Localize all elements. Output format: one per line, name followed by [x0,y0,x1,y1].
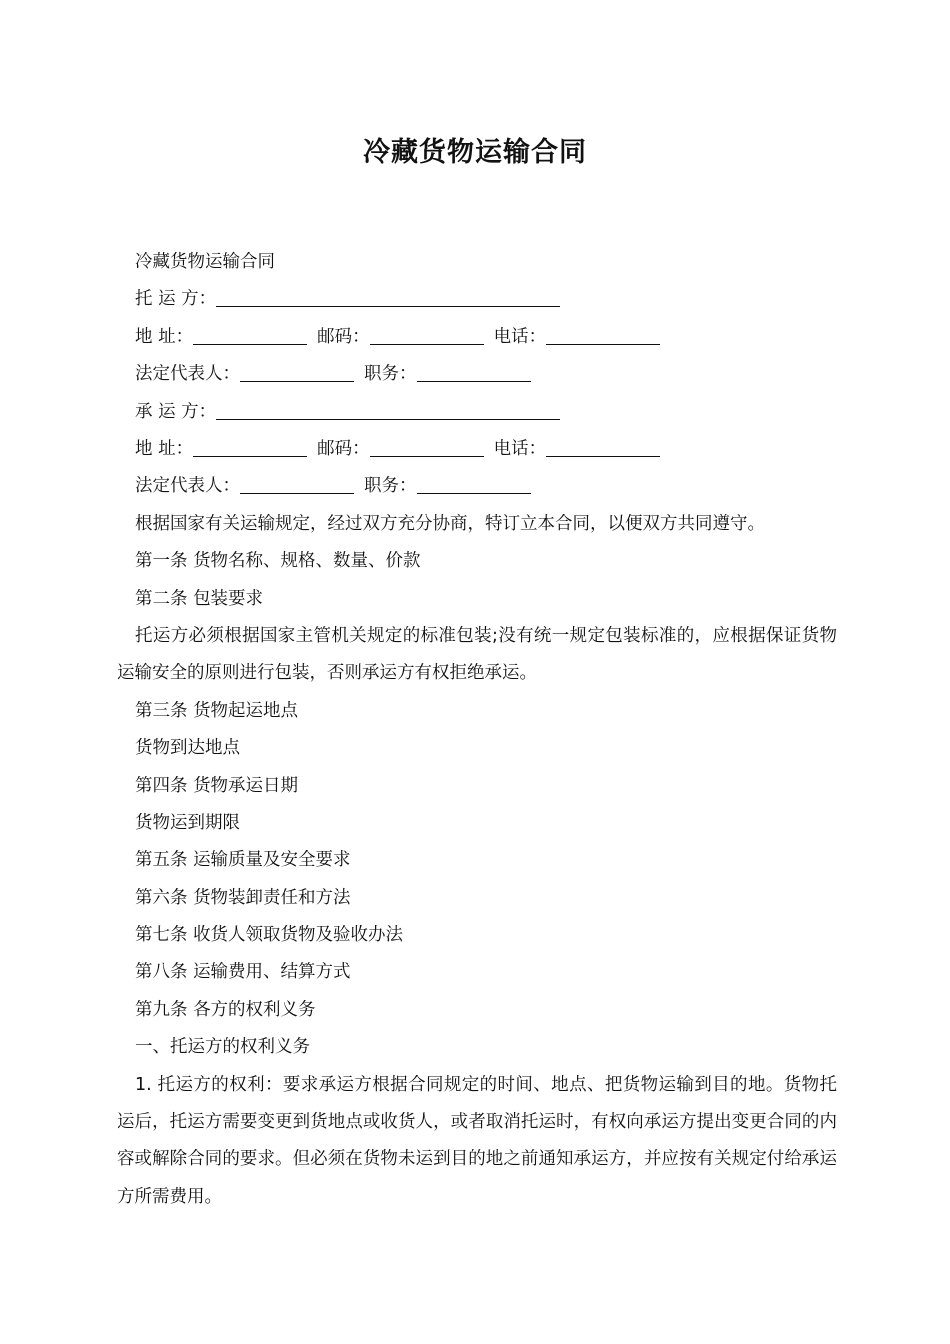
shipper-address-blank [193,326,307,345]
shipper-postcode-blank [370,326,484,345]
carrier-phone-label: 电话： [493,438,547,459]
shipper-address-label: 地 址： [135,326,194,347]
subtitle: 冷藏货物运输合同 [135,252,275,272]
document-body [117,244,837,1216]
shipper-rep-label: 法定代表人： [135,364,240,385]
shipper-phone-label: 电话： [493,326,547,347]
carrier-line [117,394,837,431]
shipper-phone-blank [546,326,660,345]
shipper-rep-line [117,356,837,393]
carrier-rep-blank [240,475,354,494]
preamble: 根据国家有关运输规定，经过双方充分协商，特订立本合同，以便双方共同遵守。 [135,513,765,534]
carrier-address-line [117,431,837,468]
clause-4-deadline: 货物运到期限 [135,812,240,833]
carrier-address-blank [193,438,307,457]
clause-2-text: 托运方必须根据国家主管机关规定的标准包装;没有统一规定包装标准的，应根据保证货物运输安全的原则进行包装，否则承运方有权拒绝承运。 [117,625,837,684]
shipper-address-line [117,319,837,356]
clause-9: 第九条 各方的权利义务 [135,999,316,1020]
carrier-rep-line [117,468,837,505]
carrier-blank [216,401,560,420]
clause-1: 第一条 货物名称、规格、数量、价款 [135,551,421,572]
shipper-postcode-label: 邮码： [317,326,370,347]
clause-5: 第五条 运输质量及安全要求 [135,850,351,871]
clause-9-sub-1-para-1: 1. 托运方的权利：要求承运方根据合同规定的时间、地点、把货物运输到目的地。货物托运后，托运方需要变更到货地点或收货人，或者取消托运时，有权向承运方提出变更合同的内容或解除合同的要求。但必须在货物未运到目的地之前通知承运方，并应按有关规定付给承运方所需费用。 [117,1074,837,1207]
clause-9-sub-1: 一、托运方的权利义务 [135,1037,310,1058]
shipper-blank [216,288,560,307]
shipper-rep-blank [240,363,354,382]
carrier-phone-blank [546,438,660,457]
shipper-line [117,281,837,318]
carrier-position-blank [417,475,531,494]
clause-4: 第四条 货物承运日期 [135,775,299,796]
shipper-label: 托 运 方： [135,289,217,310]
document-title: 冷藏货物运输合同 [363,137,587,168]
clause-8: 第八条 运输费用、结算方式 [135,962,351,983]
carrier-position-label: 职务： [364,476,417,497]
clause-6: 第六条 货物装卸责任和方法 [135,887,351,908]
clause-2: 第二条 包装要求 [135,588,264,609]
clause-7: 第七条 收货人领取货物及验收办法 [135,925,404,946]
clause-3-destination: 货物到达地点 [135,738,240,759]
shipper-position-blank [417,363,531,382]
carrier-postcode-blank [370,438,484,457]
carrier-address-label: 地 址： [135,438,194,459]
shipper-position-label: 职务： [364,364,417,385]
carrier-label: 承 运 方： [135,401,217,422]
clause-3: 第三条 货物起运地点 [135,700,299,721]
carrier-rep-label: 法定代表人： [135,476,240,497]
carrier-postcode-label: 邮码： [317,438,370,459]
